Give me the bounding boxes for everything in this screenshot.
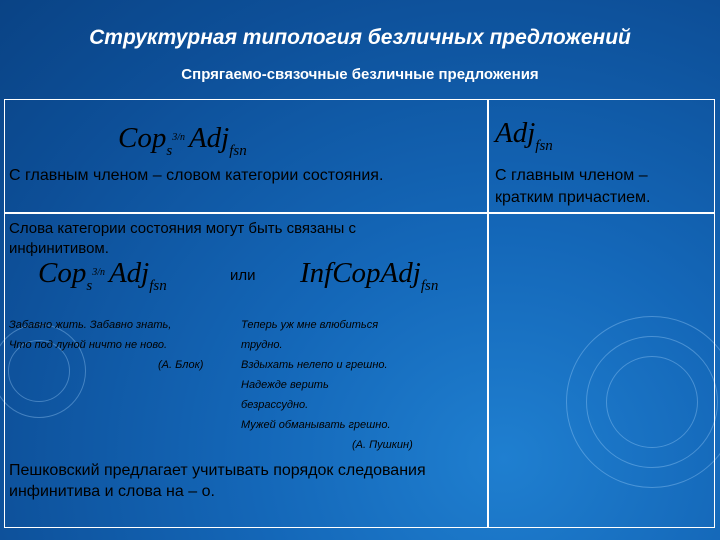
infinitive-intro-line1: Слова категории состояния могут быть связаны с: [9, 220, 356, 237]
infinitive-intro-line2: инфинитивом.: [9, 240, 109, 257]
quote-blok-line: Что под луной ничто не ново.: [9, 339, 168, 351]
participle-text-line2: кратким причастием.: [495, 189, 651, 206]
peshkovsky-text-line2: инфинитива и слова на – о.: [9, 483, 215, 500]
quote-pushkin-line: Мужей обманывать грешно.: [241, 419, 391, 431]
peshkovsky-text-line1: Пешковский предлагает учитывать порядок следования: [9, 462, 426, 479]
panel-bottom-right: [487, 212, 715, 528]
quote-pushkin-line: Вздыхать нелепо и грешно.: [241, 359, 388, 371]
quote-pushkin-author: (А. Пушкин): [352, 439, 413, 451]
quote-pushkin-line: Теперь уж мне влюбиться: [241, 319, 379, 331]
formula-cop-adj-2: Cops$^{3/n}$ Adjfsn: [38, 257, 167, 294]
formula-adj: Adjfsn: [495, 117, 553, 154]
quote-blok-line: Забавно жить. Забавно знать,: [9, 319, 172, 331]
quote-pushkin-line: безрассудно.: [241, 399, 309, 411]
quote-pushkin-line: Надежде верить: [241, 379, 329, 391]
or-label: или: [230, 267, 256, 284]
state-category-text: С главным членом – словом категории состояния.: [9, 167, 384, 184]
quote-pushkin-line: трудно.: [241, 339, 283, 351]
formula-inf-cop-adj: InfCopAdjfsn: [300, 257, 439, 294]
slide-title: Структурная типология безличных предложений: [89, 26, 631, 49]
formula-cop-adj: Cops$^{3/n}$ Adjfsn: [118, 122, 247, 159]
participle-text-line1: С главным членом –: [495, 167, 648, 184]
slide-subtitle: Спрягаемо-связочные безличные предложения: [181, 66, 539, 83]
quote-blok-author: (А. Блок): [158, 359, 204, 371]
